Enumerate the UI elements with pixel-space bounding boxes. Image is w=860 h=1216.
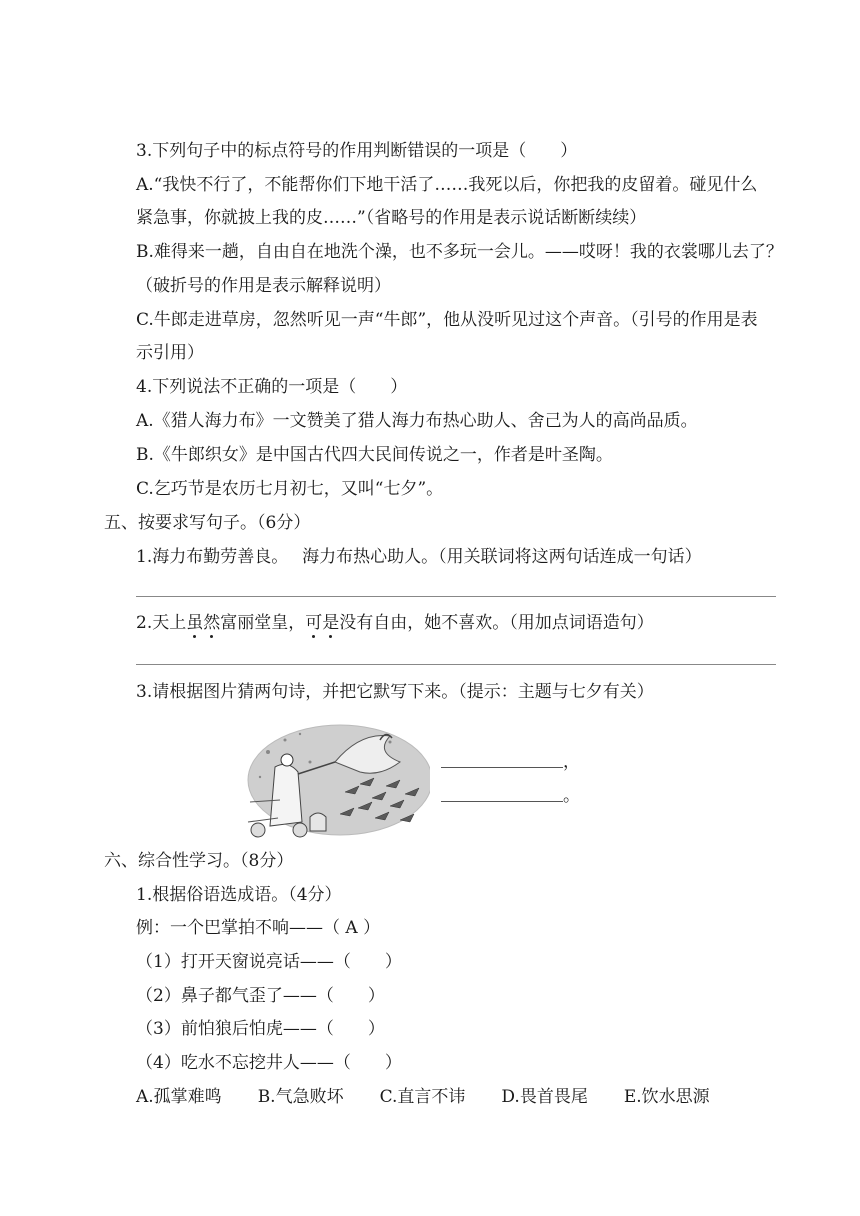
s5-question3: 3.请根据图片猜两句诗，并把它默写下来。（提示：主题与七夕有关） (136, 682, 654, 702)
q4-option-a: A.《猎人海力布》一文赞美了猎人海力布热心助人、舍己为人的高尚品质。 (136, 411, 698, 431)
emphasis-char: 是 (322, 613, 340, 633)
s6-example: 例：一个巴掌拍不响——（ A ） (136, 918, 381, 938)
qixi-illustration (240, 722, 430, 842)
s5-question1: 1.海力布勤劳善良。 海力布热心助人。（用关联词将这两句话连成一句话） (136, 547, 702, 567)
s6-options (136, 1086, 746, 1108)
option-b: B.气急败坏 (257, 1087, 344, 1107)
s6-item-3: （3）前怕狼后怕虎——（ ） (136, 1019, 385, 1039)
s5-answer-line1[interactable] (136, 596, 776, 597)
q3-stem: 3.下列句子中的标点符号的作用判断错误的一项是（ ） (136, 141, 578, 161)
q3-option-c-line1: C.牛郎走进草房，忽然听见一声“牛郎”，他从没听见过这个声音。（引号的作用是表 (136, 310, 758, 330)
option-d: D.畏首畏尾 (501, 1087, 588, 1107)
poem-period: 。 (563, 786, 580, 806)
s5-answer-line2[interactable] (136, 664, 776, 665)
option-a: A.孤掌难鸣 (136, 1087, 222, 1107)
q3-option-a-line2: 紧急事，你就披上我的皮……”（省略号的作用是表示说话断断续续） (136, 208, 647, 228)
emphasis-char: 可 (305, 613, 323, 633)
option-c: C.直言不讳 (379, 1087, 466, 1107)
poem-blank-2[interactable] (441, 801, 563, 802)
poem-comma: ， (563, 752, 580, 772)
s6-item-2: （2）鼻子都气歪了——（ ） (136, 986, 385, 1006)
q3-option-b-line2: （破折号的作用是表示解释说明） (136, 276, 391, 296)
s5-question2: 2.天上虽然富丽堂皇，可是没有自由，她不喜欢。（用加点词语造句） (136, 613, 654, 633)
section5-title: 五、按要求写句子。（6分） (104, 513, 311, 533)
option-e: E.饮水思源 (623, 1087, 710, 1107)
poem-blank-1[interactable] (441, 767, 563, 768)
emphasis-char: 虽 (186, 613, 204, 633)
q3-option-a-line1: A.“我快不行了，不能帮你们下地干活了……我死以后，你把我的皮留着。碰见什么 (136, 175, 758, 195)
q4-option-b: B.《牛郎织女》是中国古代四大民间传说之一，作者是叶圣陶。 (136, 445, 613, 465)
s6-question1: 1.根据俗语选成语。（4分） (136, 885, 342, 905)
section6-title: 六、综合性学习。（8分） (104, 851, 294, 871)
q4-stem: 4.下列说法不正确的一项是（ ） (136, 377, 408, 397)
q3-option-b-line1: B.难得来一趟，自由自在地洗个澡，也不多玩一会儿。——哎呀！我的衣裳哪儿去了？ (136, 242, 783, 262)
q4-option-c: C.乞巧节是农历七月初七，又叫“七夕”。 (136, 479, 444, 499)
emphasis-char: 然 (203, 613, 221, 633)
q3-option-c-line2: 示引用） (136, 343, 204, 363)
s6-item-4: （4）吃水不忘挖井人——（ ） (136, 1053, 402, 1073)
s6-item-1: （1）打开天窗说亮话——（ ） (136, 952, 402, 972)
